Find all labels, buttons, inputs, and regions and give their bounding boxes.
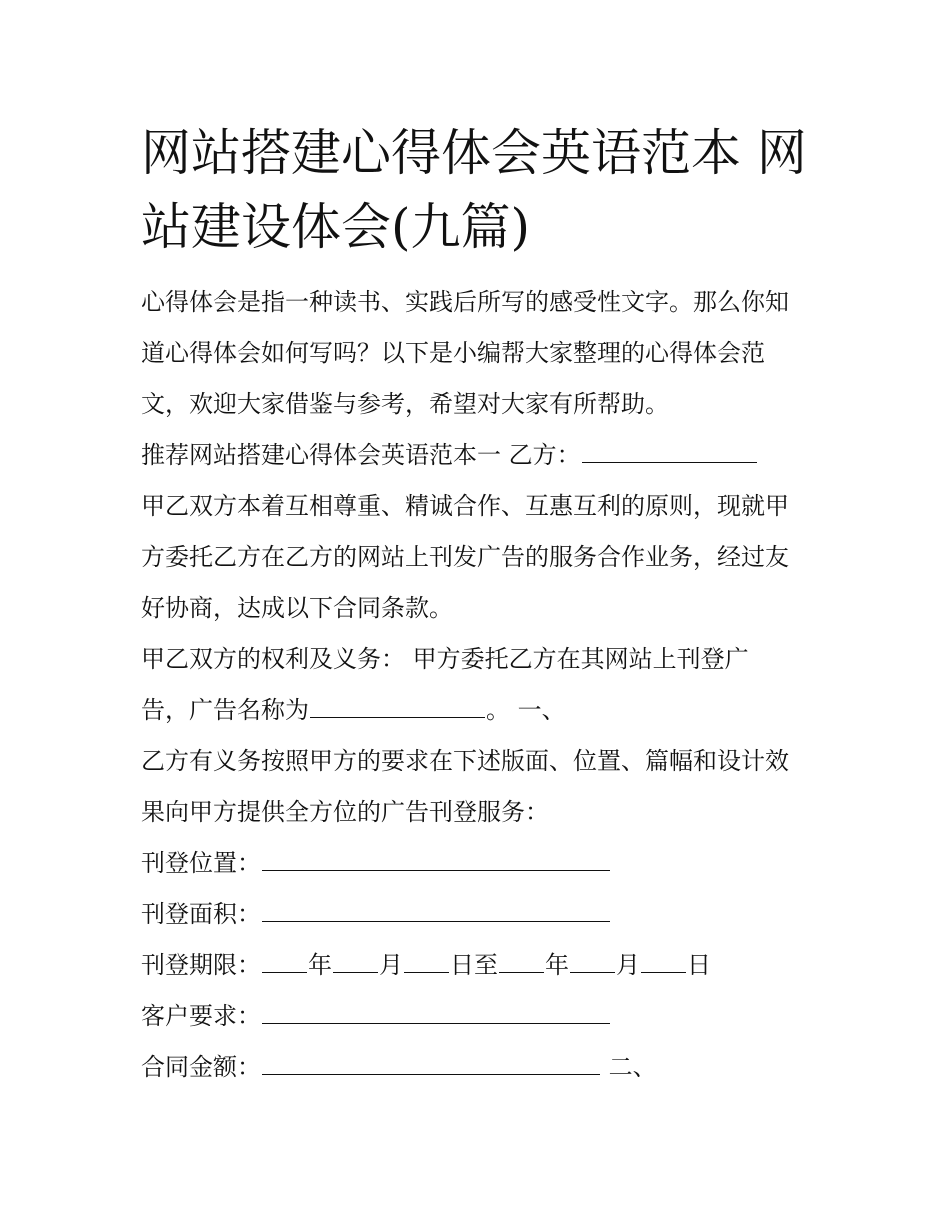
requirement-field: [141, 991, 821, 1042]
period-label: 刊登期限：: [141, 951, 261, 979]
principle-line-3: 好协商，达成以下合同条款。: [141, 594, 453, 622]
intro-line-2: 道心得体会如何写吗？以下是小编帮大家整理的心得体会范: [141, 339, 765, 367]
day-to-label: 日至: [450, 951, 498, 979]
intro-line-1: 心得体会是指一种读书、实践后所写的感受性文字。那么你知: [141, 288, 789, 316]
area-field: [141, 889, 821, 940]
start-day-blank: [404, 948, 449, 973]
party-b-blank: [582, 438, 757, 463]
requirement-blank: [262, 999, 610, 1024]
area-blank: [262, 897, 610, 922]
document-body: [141, 277, 821, 1093]
amount-field: [141, 1042, 821, 1093]
end-day-blank: [641, 948, 686, 973]
amount-blank: [262, 1050, 600, 1075]
position-field: [141, 838, 821, 889]
recommend-line: [141, 430, 821, 481]
principle-line-1: 甲乙双方本着互相尊重、精诚合作、互惠互利的原则，现就甲: [141, 492, 789, 520]
duty-line-1: 乙方有义务按照甲方的要求在下述版面、位置、篇幅和设计效: [141, 747, 789, 775]
ad-name-label: 告，广告名称为: [141, 696, 309, 724]
year-label: 年: [308, 951, 332, 979]
ad-name-blank: [310, 693, 485, 718]
area-label: 刊登面积：: [141, 900, 261, 928]
position-label: 刊登位置：: [141, 849, 261, 877]
month-label: 月: [379, 951, 403, 979]
amount-label: 合同金额：: [141, 1053, 261, 1081]
intro-line-3: 文，欢迎大家借鉴与参考，希望对大家有所帮助。: [141, 390, 669, 418]
end-month-blank: [570, 948, 615, 973]
requirement-label: 客户要求：: [141, 1002, 261, 1030]
document-title: 网站搭建心得体会英语范本 网站建设体会(九篇): [141, 124, 807, 256]
start-month-blank: [333, 948, 378, 973]
start-year-blank: [262, 948, 307, 973]
rights-line-1: 甲乙双方的权利及义务： 甲方委托乙方在其网站上刊登广: [141, 645, 749, 673]
position-blank: [262, 846, 610, 871]
period-field: [141, 940, 821, 991]
section-two-marker: 二、: [601, 1053, 657, 1081]
month-label-2: 月: [616, 951, 640, 979]
duty-line-2: 果向甲方提供全方位的广告刊登服务：: [141, 798, 549, 826]
rights-line-2: [141, 685, 821, 736]
recommend-text: 推荐网站搭建心得体会英语范本一 乙方：: [141, 441, 581, 469]
day-label: 日: [687, 951, 711, 979]
section-one-marker: 。 一、: [486, 696, 566, 724]
year-label-2: 年: [545, 951, 569, 979]
principle-line-2: 方委托乙方在乙方的网站上刊发广告的服务合作业务，经过友: [141, 543, 789, 571]
end-year-blank: [499, 948, 544, 973]
